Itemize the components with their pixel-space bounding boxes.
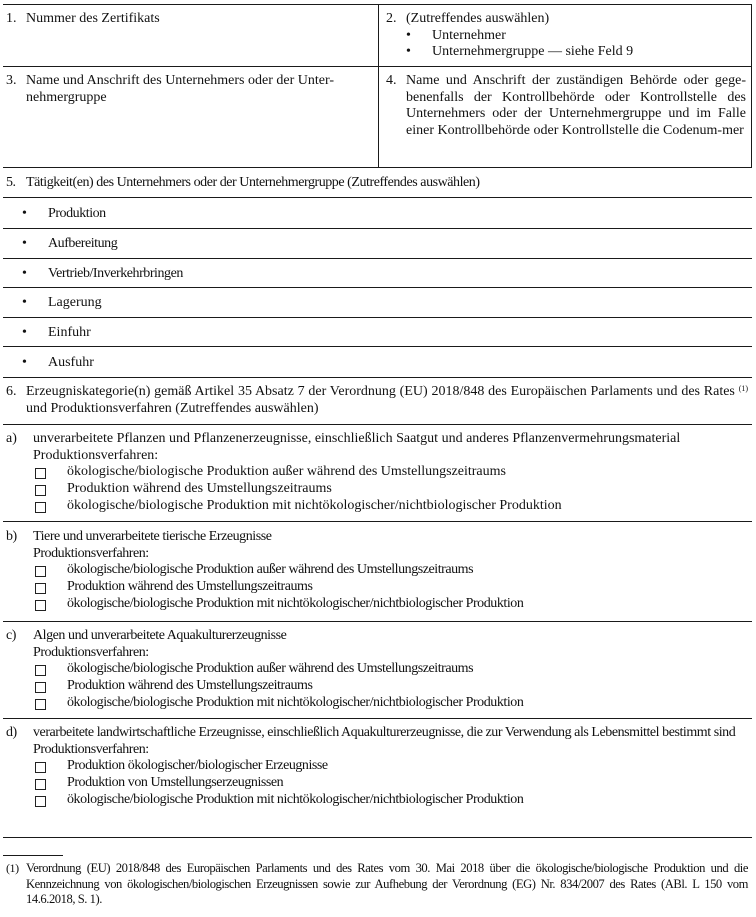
option-organic-products[interactable]: [33, 758, 748, 775]
box-3-label: Name und Anschrift des Unternehmers oder der Unter- nehmergruppe: [26, 73, 335, 105]
footnote-mark: (1): [6, 861, 19, 875]
bullet-icon: •: [22, 355, 27, 370]
checkbox-icon[interactable]: [35, 796, 46, 807]
checkbox-icon[interactable]: [35, 762, 46, 773]
box-2-option-operator[interactable]: [406, 28, 736, 45]
footnote-separator: [3, 855, 63, 856]
option-conversion[interactable]: [33, 481, 748, 498]
production-method-label: Produktionsverfahren:: [33, 447, 159, 463]
rule-category-a: [3, 424, 752, 425]
option-conversion[interactable]: [33, 579, 748, 596]
rule-bottom: [3, 837, 752, 838]
category-letter: c): [6, 628, 16, 643]
rule-activity-0: [3, 197, 752, 198]
rule-category-b: [3, 521, 752, 522]
production-method-label: Produktionsverfahren:: [33, 741, 149, 757]
option-organic[interactable]: [33, 464, 748, 481]
option-label: Unternehmer: [432, 27, 506, 43]
rule-category-c: [3, 621, 752, 622]
activity-label: Aufbereitung: [48, 236, 118, 251]
rule-activity-1: [3, 228, 752, 229]
activity-production[interactable]: [22, 206, 722, 226]
rule-activity-2: [3, 258, 752, 259]
box-6-label-part-1: Erzeugniskategorie(n) gemäß Artikel 35 Absatz 7 der Verordnung (EU) 2018/848 des Europäischen Parlaments und des Rates: [26, 384, 735, 399]
bullet-icon: •: [406, 27, 411, 43]
option-mixed[interactable]: [33, 695, 748, 712]
checkbox-icon[interactable]: [35, 468, 46, 479]
box-4-label: Name und Anschrift der zuständigen Behörde oder gege-benenfalls der Kontrollbehörde oder Kontrollstelle des Unternehmers oder der Unternehmergruppe und im Falle einer Kontrollbehörde oder Kontrollstelle die Codenum-mer: [406, 73, 746, 138]
option-organic[interactable]: [33, 562, 748, 579]
box-2-number: 2.: [386, 11, 397, 26]
activity-distribution[interactable]: [22, 266, 722, 286]
category-title: Tiere und unverarbeitete tierische Erzeugnisse: [33, 529, 272, 544]
box-6-label-part-2: und Produktionsverfahren (Zutreffendes auswählen): [26, 400, 319, 416]
production-method-label: Produktionsverfahren:: [33, 644, 149, 660]
option-label: ökologische/biologische Produktion mit nichtökologischer/nichtbiologischer Produktion: [67, 596, 524, 611]
category-letter: d): [6, 725, 17, 740]
option-label: Unternehmergruppe — siehe Feld 9: [432, 44, 634, 59]
bullet-icon: •: [22, 206, 27, 221]
activity-label: Produktion: [48, 206, 106, 221]
option-label: Produktion während des Umstellungszeitraums: [67, 481, 332, 496]
option-mixed[interactable]: [33, 792, 748, 809]
footnote-reference[interactable]: (1): [738, 384, 749, 393]
category-b: [6, 529, 748, 617]
box-6-label: [26, 384, 748, 417]
activity-label: Vertrieb/Inverkehrbringen: [48, 266, 183, 281]
rule-activity-4: [3, 317, 752, 318]
category-a: [6, 431, 748, 519]
rule-row2: [3, 167, 752, 168]
rule-category-d: [3, 718, 752, 719]
option-label: ökologische/biologische Produktion mit nichtökologischer/nichtbiologischer Produktion: [67, 498, 562, 513]
checkbox-icon[interactable]: [35, 600, 46, 611]
activity-label: Einfuhr: [48, 325, 91, 340]
option-label: Produktion während des Umstellungszeitraums: [67, 579, 313, 594]
activity-label: Ausfuhr: [48, 355, 94, 370]
bullet-icon: •: [22, 266, 27, 281]
rule-box-6: [3, 377, 752, 378]
activity-preparation[interactable]: [22, 236, 722, 256]
box-1-number: 1.: [6, 11, 17, 26]
category-d: [6, 725, 748, 835]
option-label: ökologische/biologische Produktion mit nichtökologischer/nichtbiologischer Produktion: [67, 695, 524, 710]
checkbox-icon[interactable]: [35, 682, 46, 693]
option-label: ökologische/biologische Produktion außer während des Umstellungszeitraums: [67, 464, 506, 479]
bullet-icon: •: [406, 44, 411, 59]
category-letter: b): [6, 529, 17, 544]
box-1-label: Nummer des Zertifikats: [26, 11, 160, 26]
option-label: ökologische/biologische Produktion außer während des Umstellungszeitraums: [67, 661, 474, 676]
box-5-number: 5.: [6, 175, 16, 190]
activity-storage[interactable]: [22, 295, 722, 315]
checkbox-icon[interactable]: [35, 699, 46, 710]
box-3-number: 3.: [6, 73, 17, 88]
activity-label: Lagerung: [48, 295, 102, 310]
right-border: [751, 4, 752, 167]
checkbox-icon[interactable]: [35, 665, 46, 676]
option-label: ökologische/biologische Produktion außer während des Umstellungszeitraums: [67, 562, 474, 577]
column-divider: [378, 4, 379, 167]
footnote-text: Verordnung (EU) 2018/848 des Europäischen Parlaments und des Rates vom 30. Mai 2018 über die ökologische/biologische Produktion und die Kennzeichnung von ökologischen/biologischen Erzeugnissen sowie zur Aufhebung der Verordnung (EG) Nr. 834/2007 des Rates (ABl. L 150 vom 14.6.2018, S. 1).: [26, 861, 748, 906]
checkbox-icon[interactable]: [35, 485, 46, 496]
option-mixed[interactable]: [33, 498, 748, 515]
rule-activity-5: [3, 346, 752, 347]
box-5-label: Tätigkeit(en) des Unternehmers oder der Unternehmergruppe (Zutreffendes auswählen): [26, 175, 480, 190]
box-6-number: 6.: [6, 384, 17, 399]
category-title: verarbeitete landwirtschaftliche Erzeugnisse, einschließlich Aquakulturerzeugnisse, die zur Verwendung als Lebensmittel bestimmt sind: [33, 725, 736, 740]
checkbox-icon[interactable]: [35, 583, 46, 594]
category-title: Algen und unverarbeitete Aquakulturerzeugnisse: [33, 628, 287, 643]
rule-activity-3: [3, 287, 752, 288]
box-2-label: (Zutreffendes auswählen): [406, 11, 550, 26]
bullet-icon: •: [22, 295, 27, 310]
activity-export[interactable]: [22, 355, 722, 375]
production-method-label: Produktionsverfahren:: [33, 545, 149, 561]
option-conversion[interactable]: [33, 678, 748, 695]
activity-import[interactable]: [22, 325, 722, 345]
option-label: ökologische/biologische Produktion mit nichtökologischer/nichtbiologischer Produktion: [67, 792, 524, 807]
option-conversion-products[interactable]: [33, 775, 748, 792]
option-organic[interactable]: [33, 661, 748, 678]
option-label: Produktion von Umstellungserzeugnissen: [67, 775, 284, 790]
bullet-icon: •: [22, 236, 27, 251]
option-label: Produktion während des Umstellungszeitraums: [67, 678, 313, 693]
box-2-option-group[interactable]: [406, 44, 736, 61]
category-title: unverarbeitete Pflanzen und Pflanzenerzeugnisse, einschließlich Saatgut und anderes Pflanzenvermehrungsmaterial: [33, 431, 681, 446]
option-mixed[interactable]: [33, 596, 748, 613]
box-4-number: 4.: [386, 73, 397, 88]
category-letter: a): [6, 431, 17, 446]
checkbox-icon[interactable]: [35, 502, 46, 513]
category-c: [6, 628, 748, 716]
checkbox-icon[interactable]: [35, 779, 46, 790]
checkbox-icon[interactable]: [35, 566, 46, 577]
option-label: Produktion ökologischer/biologischer Erzeugnisse: [67, 758, 328, 773]
bullet-icon: •: [22, 325, 27, 340]
